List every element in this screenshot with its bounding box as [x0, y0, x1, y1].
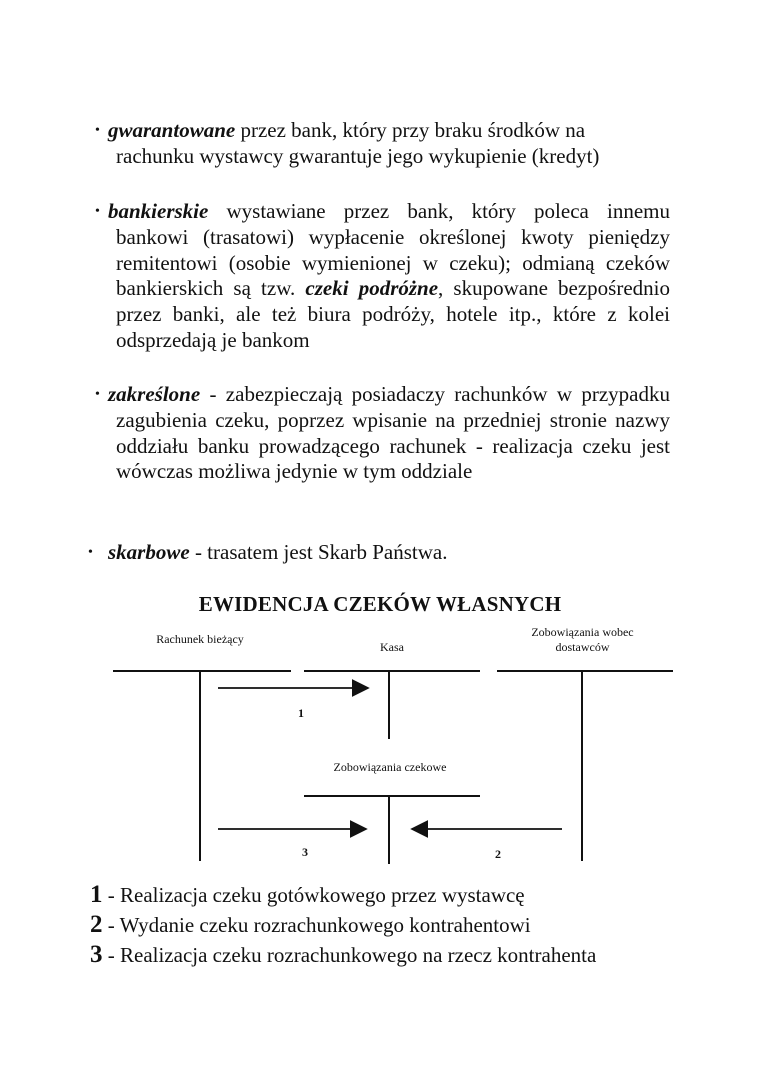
bullet-term: skarbowe	[108, 540, 190, 564]
arrow-label-2: 2	[495, 847, 501, 861]
bullet-icon: •	[95, 123, 100, 138]
arrow-label-3: 3	[302, 845, 308, 859]
legend-text: - Realizacja czeku rozrachunkowego na rzecz kontrahenta	[102, 943, 597, 967]
legend-item-1	[90, 881, 525, 909]
account-label-czekowe: Zobowiązania czekowe	[333, 760, 447, 774]
legend-text: - Wydanie czeku rozrachunkowego kontrahentowi	[102, 913, 531, 937]
bullet-body: - trasatem jest Skarb Państwa.	[189, 540, 448, 564]
legend-number: 2	[90, 911, 103, 938]
legend-item-2	[90, 911, 531, 939]
legend-item-3	[90, 941, 596, 969]
bullet-icon: •	[95, 387, 100, 402]
legend-number: 1	[90, 881, 103, 908]
account-label-kasa: Kasa	[380, 640, 404, 654]
bullet-term: gwarantowane	[108, 118, 236, 142]
account-label-dostawcy: Zobowiązania wobec dostawców	[531, 625, 634, 654]
legend-number: 3	[90, 941, 103, 968]
legend-text: - Realizacja czeku gotówkowego przez wystawcę	[102, 883, 525, 907]
bullet-body: wystawiane przez bank, który poleca innemu bankowi (trasatowi) wypłacenie określonej kwoty pieniędzy remitentowi (osobie wymienionej w czeku); odmianą czeków bankierskich są tzw.	[116, 199, 670, 301]
bullet-emphasis: czeki podróżne	[305, 276, 439, 301]
bullet-body: - zabezpieczają posiadaczy rachunków w przypadku zagubienia czeku, poprzez wpisanie na przedniej stronie nazwy oddziału banku prowadzącego rachunek - realizacja czeku jest wówczas możliwa jedynie w tym oddziale	[116, 382, 670, 484]
bullet-body: przez bank, który przy braku środków na	[235, 118, 586, 142]
account-label-rachunek: Rachunek bieżący	[156, 632, 244, 646]
arrow-label-1: 1	[298, 706, 304, 720]
diagram-title: EWIDENCJA CZEKÓW WŁASNYCH	[198, 592, 562, 616]
bullet-term: bankierskie	[108, 199, 209, 223]
bullet-icon: •	[88, 545, 93, 560]
bullet-icon: •	[95, 204, 100, 219]
bullet-term: zakreślone	[108, 382, 201, 406]
bullet-continuation: rachunku wystawcy gwarantuje jego wykupienie (kredyt)	[116, 143, 600, 168]
bullet-body-end: , skupowane bezpośrednio przez banki, ale też biura podróży, hotele itp., które z kolei odsprzedają je bankom	[116, 276, 671, 352]
